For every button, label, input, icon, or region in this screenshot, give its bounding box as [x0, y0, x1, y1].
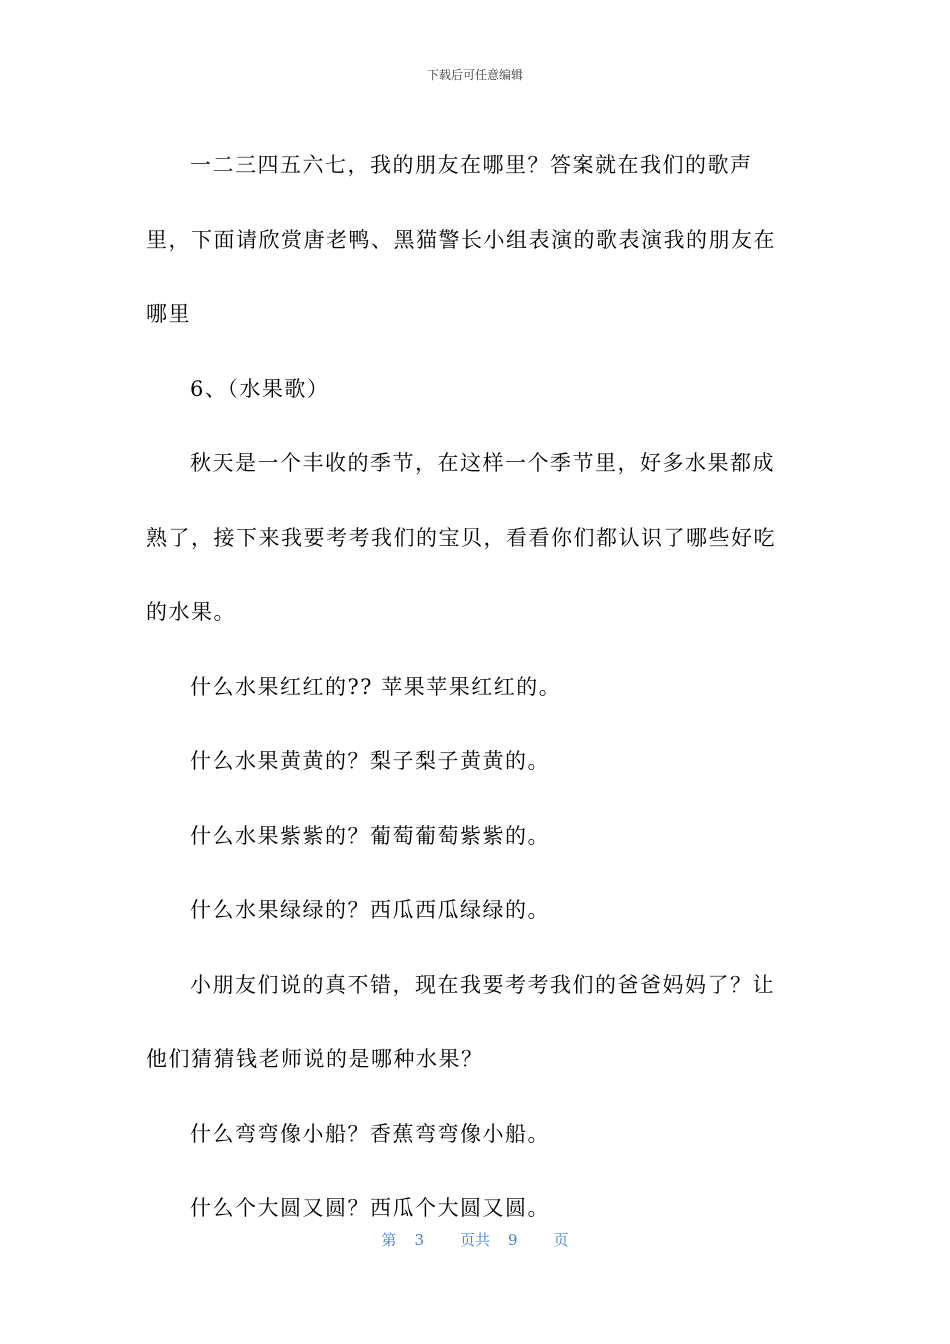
total-pages-number: 9 [508, 1231, 518, 1249]
paragraph: 什么个大圆又圆？西瓜个大圆又圆。 [190, 1196, 550, 1220]
current-page-number: 3 [414, 1231, 424, 1249]
page-label-prefix: 第 [381, 1231, 397, 1249]
paragraph: 一二三四五六七，我的朋友在哪里？答案就在我们的歌声里，下面请欣赏唐老鸭、黑猫警长小组表演的歌表演我的朋友在哪里 [146, 153, 776, 326]
paragraph-heading: 6、（水果歌） [190, 376, 330, 401]
page-footer [0, 1229, 950, 1250]
paragraph: 什么弯弯像小船？香蕉弯弯像小船。 [190, 1121, 550, 1146]
page-header: 下载后可任意编辑 [426, 68, 523, 82]
paragraph: 什么水果黄黄的？梨子梨子黄黄的。 [190, 749, 550, 773]
paragraph: 什么水果绿绿的？西瓜西瓜绿绿的。 [190, 898, 550, 922]
page-label-middle: 页共 [459, 1231, 490, 1249]
paragraph: 秋天是一个丰收的季节，在这样一个季节里，好多水果都成熟了，接下来我要考考我们的宝贝，看看你们都认识了哪些好吃的水果。 [146, 451, 776, 624]
paragraph: 什么水果红红的?? 苹果苹果红红的。 [190, 674, 562, 699]
paragraph: 什么水果紫紫的？葡萄葡萄紫紫的。 [190, 823, 550, 848]
page-label-suffix: 页 [553, 1231, 569, 1249]
document-body [146, 128, 796, 1246]
paragraph: 小朋友们说的真不错，现在我要考考我们的爸爸妈妈了？让他们猜猜钱老师说的是哪种水果？ [146, 972, 775, 1071]
